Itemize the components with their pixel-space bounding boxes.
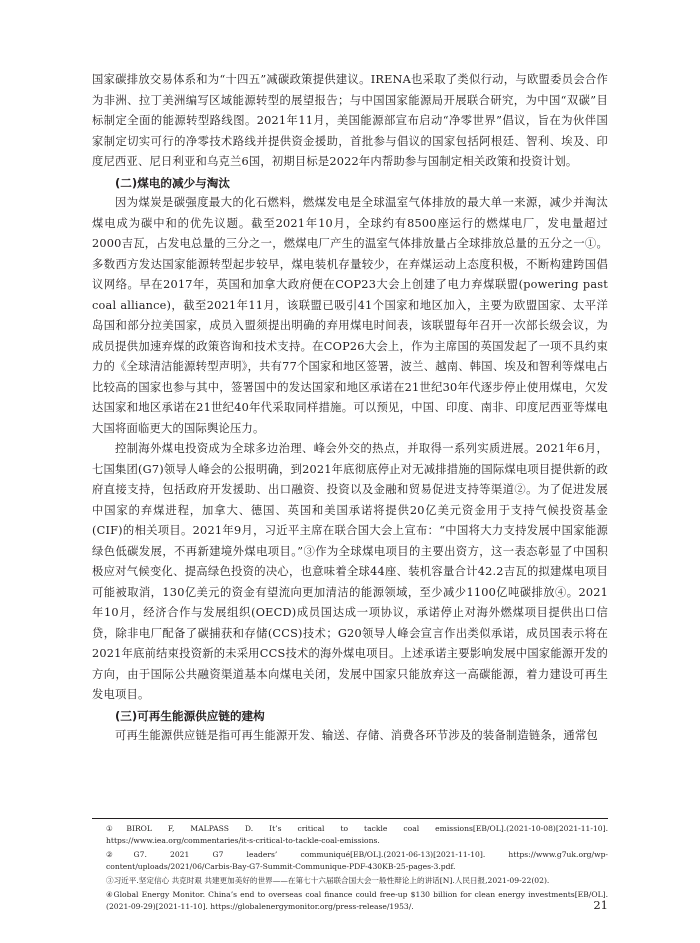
- footnote-2: ②G7. 2021 G7 leaders’ communiqué[EB/OL].(2021-06-13)[2021-11-10]. https://www.g7uk.org/wp-content/uploads/2021/06/Carbis-Bay-G7-Summit-Communique-PDF-430KB-25-pages-3.pdf.: [106, 850, 608, 872]
- paragraph-coal-2: 控制海外煤电投资成为全球多边治理、峰会外交的热点，并取得一系列实质进展。2021年6月，七国集团(G7)领导人峰会的公报明确，到2021年底彻底停止对无减排措施的国际煤电项目提供新的政府直接支持，包括政府开发援助、出口融资、投资以及金融和贸易促进支持等渠道②。为了促进发展中国家的弃煤进程，加拿大、德国、英国和美国承诺将提供20亿美元资金用于支持气候投资基金(CIF)的相关项目。2021年9月，习近平主席在联合国大会上宣布：“中国将大力支持发展中国家能源绿色低碳发展，不再新建境外煤电项目。”③作为全球煤电项目的主要出资方，这一表态彰显了中国积极应对气候变化、提高绿色投资的决心，也意味着全球44座、装机容量合计42.2吉瓦的拟建煤电项目可能被取消，130亿美元的资金有望流向更加清洁的能源领域，至少减少1100亿吨碳排放④。2021年10月，经济合作与发展组织(OECD)成员国达成一项协议，承诺停止对海外燃煤项目提供出口信贷，除非电厂配备了碳捕获和存储(CCS)技术；G20领导人峰会宣言作出类似承诺，成员国表示将在2021年底前结束投资新的未采用CCS技术的海外煤电项目。上述承诺主要影响发展中国家能源开发的方向，由于国际公共融资渠道基本向煤电关闭，发展中国家只能放弃这一高碳能源，着力建设可再生发电项目。: [92, 442, 608, 701]
- page-number: 21: [593, 898, 608, 912]
- paragraph-intro: 国家碳排放交易体系和为“十四五”减碳政策提供建议。IRENA也采取了类似行动，与欧盟委员会合作为非洲、拉丁美洲编写区域能源转型的展望报告；与中国国家能源局开展联合研究，为中国“双碳”目标制定全面的能源转型路线图。2021年11月，美国能源部宣布启动“净零世界”倡议，旨在为伙伴国家制定切实可行的净零技术路线并提供资金援助，首批参与倡议的国家包括阿根廷、智利、埃及、印度尼西亚、尼日利亚和乌克兰6国，初期目标是2022年内帮助参与国制定相关政策和投资计划。: [92, 73, 608, 168]
- section-heading-renewables: (三)可再生能源供应链的建构: [115, 708, 265, 723]
- footnotes: [92, 823, 608, 915]
- footnote-divider: [92, 818, 608, 819]
- body-text: [92, 70, 608, 747]
- footnote-4: ④Global Energy Monitor. China’s end to overseas coal finance could free-up $130 billion for clean energy investments[EB/OL].(2021-09-29)[2021-11-10]. https://globalenergymonitor.org/press-release/1953/.: [106, 889, 608, 912]
- section-heading-coal: (二)煤电的减少与淘汰: [115, 175, 230, 190]
- paragraph-renewables: 可再生能源供应链是指可再生能源开发、输送、存储、消费各环节涉及的装备制造链条，通常包: [115, 729, 598, 742]
- paragraph-coal-1: 因为煤炭是碳强度最大的化石燃料，燃煤发电是全球温室气体排放的最大单一来源，减少并淘汰煤电成为碳中和的优先议题。截至2021年10月，全球约有8500座运行的燃煤电厂，发电量超过2000吉瓦，占发电总量的三分之一，燃煤电厂产生的温室气体排放量占全球排放总量的五分之一①。多数西方发达国家能源转型起步较早，煤电装机存量较少，在弃煤运动上态度积极，不断构建跨国倡议网络。早在2017年，英国和加拿大政府便在COP23大会上创建了电力弃煤联盟(powering past coal alliance)，截至2021年11月，该联盟已吸引41个国家和地区加入，主要为欧盟国家、太平洋岛国和部分拉美国家，成员入盟须提出明确的弃用煤电时间表，该联盟每年召开一次部长级会议，为成员提供加速弃煤的政策咨询和技术支持。在COP26大会上，作为主席国的英国发起了一项不具约束力的《全球清洁能源转型声明》，共有77个国家和地区签署，波兰、越南、韩国、埃及和智利等煤电占比较高的国家也参与其中，签署国中的发达国家和地区承诺在21世纪30年代逐步停止使用煤电，欠发达国家和地区承诺在21世纪40年代采取同样措施。可以预见，中国、印度、南非、印度尼西亚等煤电大国将面临更大的国际舆论压力。: [92, 196, 608, 435]
- footnote-1: ①BIROL F, MALPASS D. It’s critical to tackle coal emissions[EB/OL].(2021-10-08)[2021-11-10]. https://www.iea.org/commentaries/it-s-critical-to-tackle-coal-emissions.: [106, 824, 608, 846]
- footnote-3: ③习近平.坚定信心 共克时艰 共建更加美好的世界——在第七十六届联合国大会一般性辩论上的讲话[N].人民日报,2021-09-22(02).: [106, 876, 550, 886]
